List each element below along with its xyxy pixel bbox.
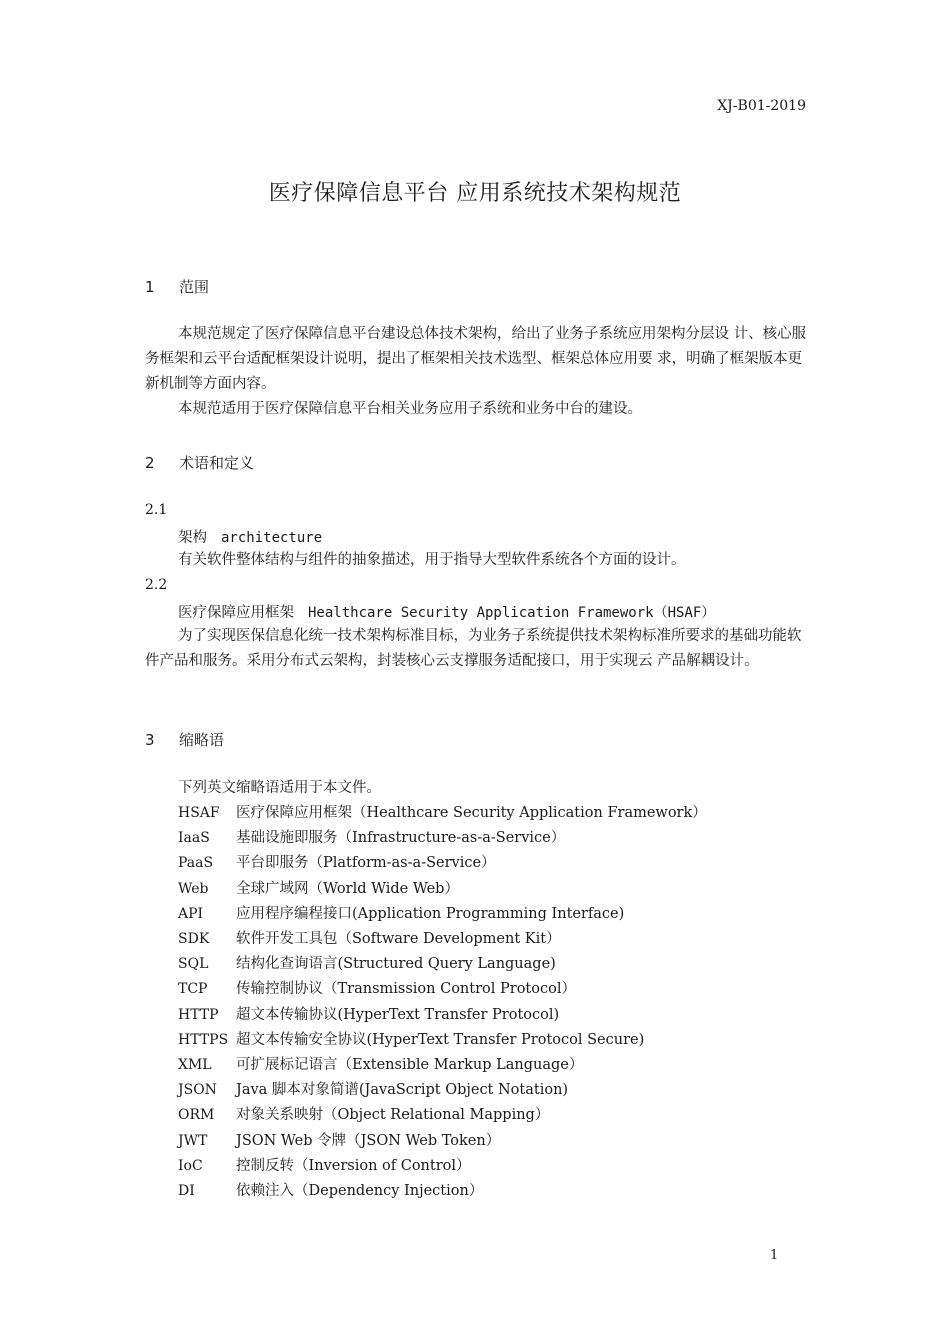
section-3-heading [145,729,224,750]
abbreviation-code: IoC [178,1157,203,1174]
section-number: 2 [145,454,155,472]
abbreviation-code: API [178,905,204,922]
abbreviation-code: JSON [178,1082,217,1099]
term-heading [178,601,715,622]
abbreviation-row [178,1028,644,1052]
abbreviation-code: PaaS [178,855,214,872]
abbreviation-description: 软件开发工具包（Software Development Kit） [236,931,561,947]
abbreviation-description: 应用程序编程接口(Application Programming Interface) [236,905,625,922]
abbreviation-row [178,801,707,825]
abbreviation-row [178,877,459,901]
abbreviation-code: XML [178,1057,212,1073]
page-number: 1 [770,1248,779,1263]
abbreviation-code: TCP [178,981,208,998]
term-definition: 为了实现医保信息化统一技术架构标准目标，为业务子系统提供技术架构标准所要求的基础功能软件产品和服务。采用分布式云架构，封装核心云支撑服务适配接口，用于实现云 产品解耦设计。 [145,628,802,669]
abbreviation-row [178,1129,500,1153]
abbreviation-row [178,826,565,850]
section-title: 范围 [179,278,210,296]
abbreviation-code: ORM [178,1107,215,1124]
abbreviation-row [178,1003,559,1027]
section-number: 3 [145,731,155,749]
abbreviation-code: JWT [178,1132,208,1149]
abbreviation-description: 结构化查询语言(Structured Query Language) [236,956,556,973]
term-english: Healthcare Security Application Framework（HSAF） [308,605,716,621]
abbreviation-code: HTTP [178,1006,219,1023]
abbreviation-code: HSAF [178,805,220,821]
abbreviation-description: 对象关系映射（Object Relational Mapping） [236,1107,550,1124]
abbreviation-code: SDK [178,931,210,947]
abbreviation-intro: 下列英文缩略语适用于本文件。 [178,780,381,796]
abbreviation-description: 控制反转（Inversion of Control） [236,1157,471,1174]
abbreviation-row [178,902,624,926]
abbreviation-description: 医疗保障应用框架（Healthcare Security Application Framework） [236,805,707,821]
abbreviation-row [178,1179,483,1203]
section-2-heading [145,452,254,473]
abbreviation-code: HTTPS [178,1031,229,1048]
abbreviation-code: DI [178,1183,195,1199]
abbreviation-description: 超文本传输协议(HyperText Transfer Protocol) [236,1006,560,1023]
abbreviation-description: 依赖注入（Dependency Injection） [236,1183,484,1199]
abbreviation-description: 传输控制协议（Transmission Control Protocol） [236,981,576,998]
abbreviation-row [178,1154,471,1178]
term-heading [178,526,322,547]
term-number: 2.2 [145,577,168,593]
section-1-heading [145,276,209,297]
abbreviation-description: 超文本传输安全协议(HyperText Transfer Protocol Secure) [236,1031,645,1048]
abbreviation-description: Java 脚本对象简谱(JavaScript Object Notation) [236,1082,569,1099]
abbreviation-description: JSON Web 令牌（JSON Web Token） [236,1132,501,1149]
abbreviation-code: IaaS [178,830,210,847]
term-number: 2.1 [145,502,168,518]
abbreviation-row [178,952,556,976]
term-chinese: 架构 [178,530,207,546]
abbreviation-row [178,1053,583,1077]
abbreviation-row [178,977,576,1001]
document-code: XJ-B01-2019 [717,98,806,114]
section-title: 术语和定义 [179,454,255,472]
section-1-paragraph-2: 本规范适用于医疗保障信息平台相关业务应用子系统和业务中台的建设。 [178,401,642,417]
abbreviation-row [178,1078,568,1102]
abbreviation-description: 可扩展标记语言（Extensible Markup Language） [236,1057,584,1073]
term-chinese: 医疗保障应用框架 [178,605,294,621]
section-1-paragraph-1: 本规范规定了医疗保障信息平台建设总体技术架构，给出了业务子系统应用架构分层设 计、核心服务框架和云平台适配框架设计说明，提出了框架相关技术选型、框架总体应用要 求，明确了框架版本更新机制等方面内容。 [145,326,807,392]
abbreviation-code: SQL [178,956,209,973]
term-definition: 有关软件整体结构与组件的抽象描述，用于指导大型软件系统各个方面的设计。 [178,552,686,568]
abbreviation-row [178,851,496,875]
abbreviation-code: Web [178,880,209,897]
section-title: 缩略语 [179,731,225,749]
abbreviation-row [178,927,561,951]
abbreviation-description: 平台即服务（Platform-as-a-Service） [236,855,496,872]
abbreviation-description: 全球广域网（World Wide Web） [236,880,459,897]
abbreviation-row [178,1103,549,1127]
page-title: 医疗保障信息平台 应用系统技术架构规范 [268,181,682,206]
abbreviation-description: 基础设施即服务（Infrastructure-as-a-Service） [236,830,566,847]
term-english: architecture [221,530,323,546]
section-number: 1 [145,278,155,296]
